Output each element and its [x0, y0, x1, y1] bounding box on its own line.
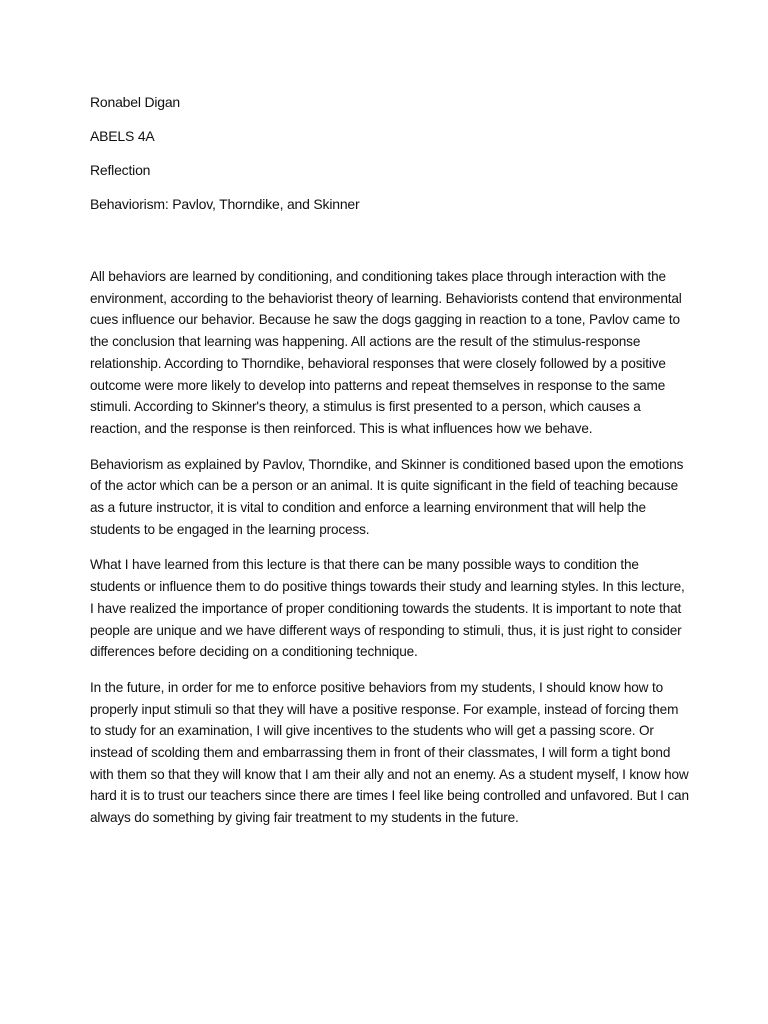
paragraph: Behaviorism as explained by Pavlov, Thorndike, and Skinner is conditioned based upon the emotions of the actor which can be a person or an animal. It is quite significant in the field of teaching because as a future instructor, it is vital to condition and enforce a learning environment that will help the students to be engaged in the learning process.	[90, 456, 684, 537]
paragraph: All behaviors are learned by conditioning, and conditioning takes place through interaction with the environment, according to the behaviorist theory of learning. Behaviorists contend that environmental cues influence our behavior. Because he saw the dogs gagging in reaction to a tone, Pavlov came to the conclusion that learning was happening. All actions are the result of the stimulus-response relationship. According to Thorndike, behavioral responses that were closely followed by a positive outcome were more likely to develop into patterns and repeat themselves in response to the same stimuli. According to Skinner's theory, a stimulus is first presented to a person, which causes a reaction, and the response is then reinforced. This is what influences how we behave.	[90, 269, 682, 436]
paragraph: In the future, in order for me to enforce positive behaviors from my students, I should know how to properly input stimuli so that they will have a positive response. For example, instead of forcing them to study for an examination, I will give incentives to the students who will get a passing score. Or instead of scolding them and embarrassing them in front of their classmates, I will form a tight bond with them so that they will know that I am their ally and not an enemy. As a student myself, I know how hard it is to trust our teachers since there are times I feel like being controlled and unfavored. But I can always do something by giving fair treatment to my students in the future.	[90, 679, 689, 826]
class-section: ABELS 4A	[90, 128, 155, 144]
document-title: Behaviorism: Pavlov, Thorndike, and Skinner	[90, 196, 360, 212]
author-name: Ronabel Digan	[90, 94, 181, 110]
document-type: Reflection	[90, 162, 151, 178]
paragraph: What I have learned from this lecture is that there can be many possible ways to condition the students or influence them to do positive things towards their study and learning styles. In this lecture, I have realized the importance of proper conditioning towards the students. It is important to note that people are unique and we have different ways of responding to stimuli, thus, it is just right to consider differences before deciding on a conditioning technique.	[90, 557, 685, 660]
document-body	[90, 266, 690, 843]
document-header	[90, 92, 690, 228]
